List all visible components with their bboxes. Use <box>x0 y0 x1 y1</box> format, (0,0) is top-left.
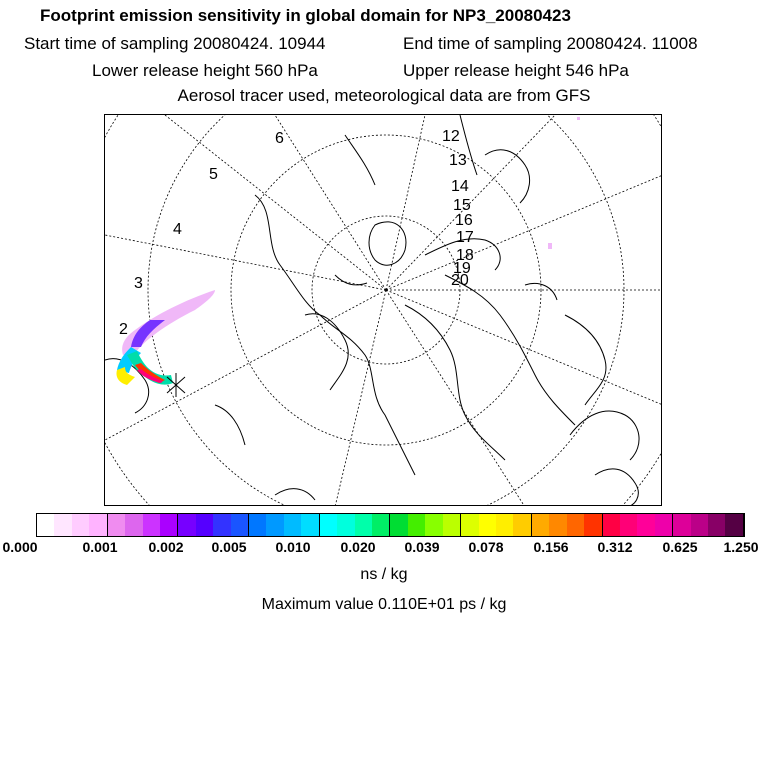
colorbar-swatch <box>108 514 125 536</box>
colorbar-swatch <box>213 514 230 536</box>
colorbar-swatch <box>584 514 602 536</box>
maximum-value-label: Maximum value 0.110E+01 ps / kg <box>261 596 507 613</box>
colorbar-swatch <box>320 514 337 536</box>
footprint-plume <box>116 290 215 385</box>
colorbar-swatch <box>355 514 372 536</box>
colorbar-swatch <box>125 514 142 536</box>
colorbar-swatch <box>673 514 690 536</box>
trajectory-label-5: 5 <box>209 166 218 183</box>
end-time-label: End time of sampling 20080424. 11008 <box>403 34 698 53</box>
upper-height-label: Upper release height 546 hPa <box>403 61 629 80</box>
colorbar-tick: 0.002 <box>148 539 184 555</box>
colorbar-unit: ns / kg <box>360 566 408 583</box>
colorbar-swatch <box>231 514 249 536</box>
trajectory-label-15: 15 <box>453 197 471 214</box>
colorbar-swatch <box>708 514 725 536</box>
colorbar-swatch <box>37 514 54 536</box>
colorbar-swatch <box>390 514 407 536</box>
colorbar-swatch <box>408 514 425 536</box>
colorbar-swatch <box>513 514 531 536</box>
trajectory-label-6: 6 <box>275 130 284 147</box>
trajectory-label-4: 4 <box>173 221 182 238</box>
trajectory-label-16: 16 <box>455 212 473 229</box>
colorbar-swatch <box>461 514 478 536</box>
colorbar-swatch <box>532 514 549 536</box>
colorbar-swatch <box>443 514 461 536</box>
colorbar-swatch <box>89 514 107 536</box>
colorbar-swatch <box>196 514 213 536</box>
colorbar-swatch <box>266 514 283 536</box>
start-time-label: Start time of sampling 20080424. 10944 <box>24 34 326 53</box>
lower-height-label: Lower release height 560 hPa <box>92 61 318 80</box>
colorbar-swatch <box>549 514 566 536</box>
colorbar-swatch <box>249 514 266 536</box>
trajectory-label-12: 12 <box>442 128 460 145</box>
colorbar-swatch <box>691 514 708 536</box>
colorbar-swatch <box>178 514 195 536</box>
colorbar-tick: 0.020 <box>340 539 376 555</box>
polar-map-canvas <box>105 115 662 506</box>
colorbar-tick: 0.000 <box>2 539 38 555</box>
colorbar-swatch <box>637 514 654 536</box>
colorbar-tick: 0.010 <box>275 539 311 555</box>
colorbar-tick: 0.078 <box>468 539 504 555</box>
colorbar-swatch <box>655 514 673 536</box>
colorbar-swatch <box>54 514 71 536</box>
colorbar-swatch <box>372 514 390 536</box>
colorbar-swatch <box>620 514 637 536</box>
trajectory-label-20: 20 <box>451 272 469 289</box>
colorbar-tick: 0.156 <box>533 539 569 555</box>
trajectory-label-13: 13 <box>449 152 467 169</box>
colorbar-tick: 0.001 <box>82 539 118 555</box>
colorbar <box>36 513 745 537</box>
colorbar-swatch <box>143 514 160 536</box>
colorbar-tick: 1.250 <box>723 539 759 555</box>
latitude-circle-60 <box>148 115 624 506</box>
colorbar-tick: 0.005 <box>211 539 247 555</box>
colorbar-swatch <box>337 514 354 536</box>
colorbar-swatch <box>479 514 496 536</box>
trajectory-label-19: 19 <box>453 260 471 277</box>
map-title: Footprint emission sensitivity in global domain for NP3_20080423 <box>40 6 571 25</box>
colorbar-swatch <box>567 514 584 536</box>
colorbar-swatch <box>603 514 620 536</box>
trajectory-label-2: 2 <box>119 321 128 338</box>
colorbar-swatch <box>496 514 513 536</box>
tracer-info-label: Aerosol tracer used, meteorological data are from GFS <box>177 86 591 105</box>
colorbar-swatch <box>72 514 89 536</box>
colorbar-swatch <box>160 514 178 536</box>
map-panel <box>104 114 662 506</box>
colorbar-tick: 0.312 <box>597 539 633 555</box>
trajectory-label-17: 17 <box>456 229 474 246</box>
colorbar-tick: 0.625 <box>662 539 698 555</box>
colorbar-tick: 0.039 <box>404 539 440 555</box>
colorbar-swatch <box>725 514 743 536</box>
colorbar-swatch <box>284 514 301 536</box>
trajectory-label-3: 3 <box>134 275 143 292</box>
trajectory-label-14: 14 <box>451 178 469 195</box>
footprint-traces <box>548 117 580 249</box>
trajectory-label-18: 18 <box>456 247 474 264</box>
colorbar-swatch <box>425 514 442 536</box>
colorbar-swatch <box>301 514 319 536</box>
